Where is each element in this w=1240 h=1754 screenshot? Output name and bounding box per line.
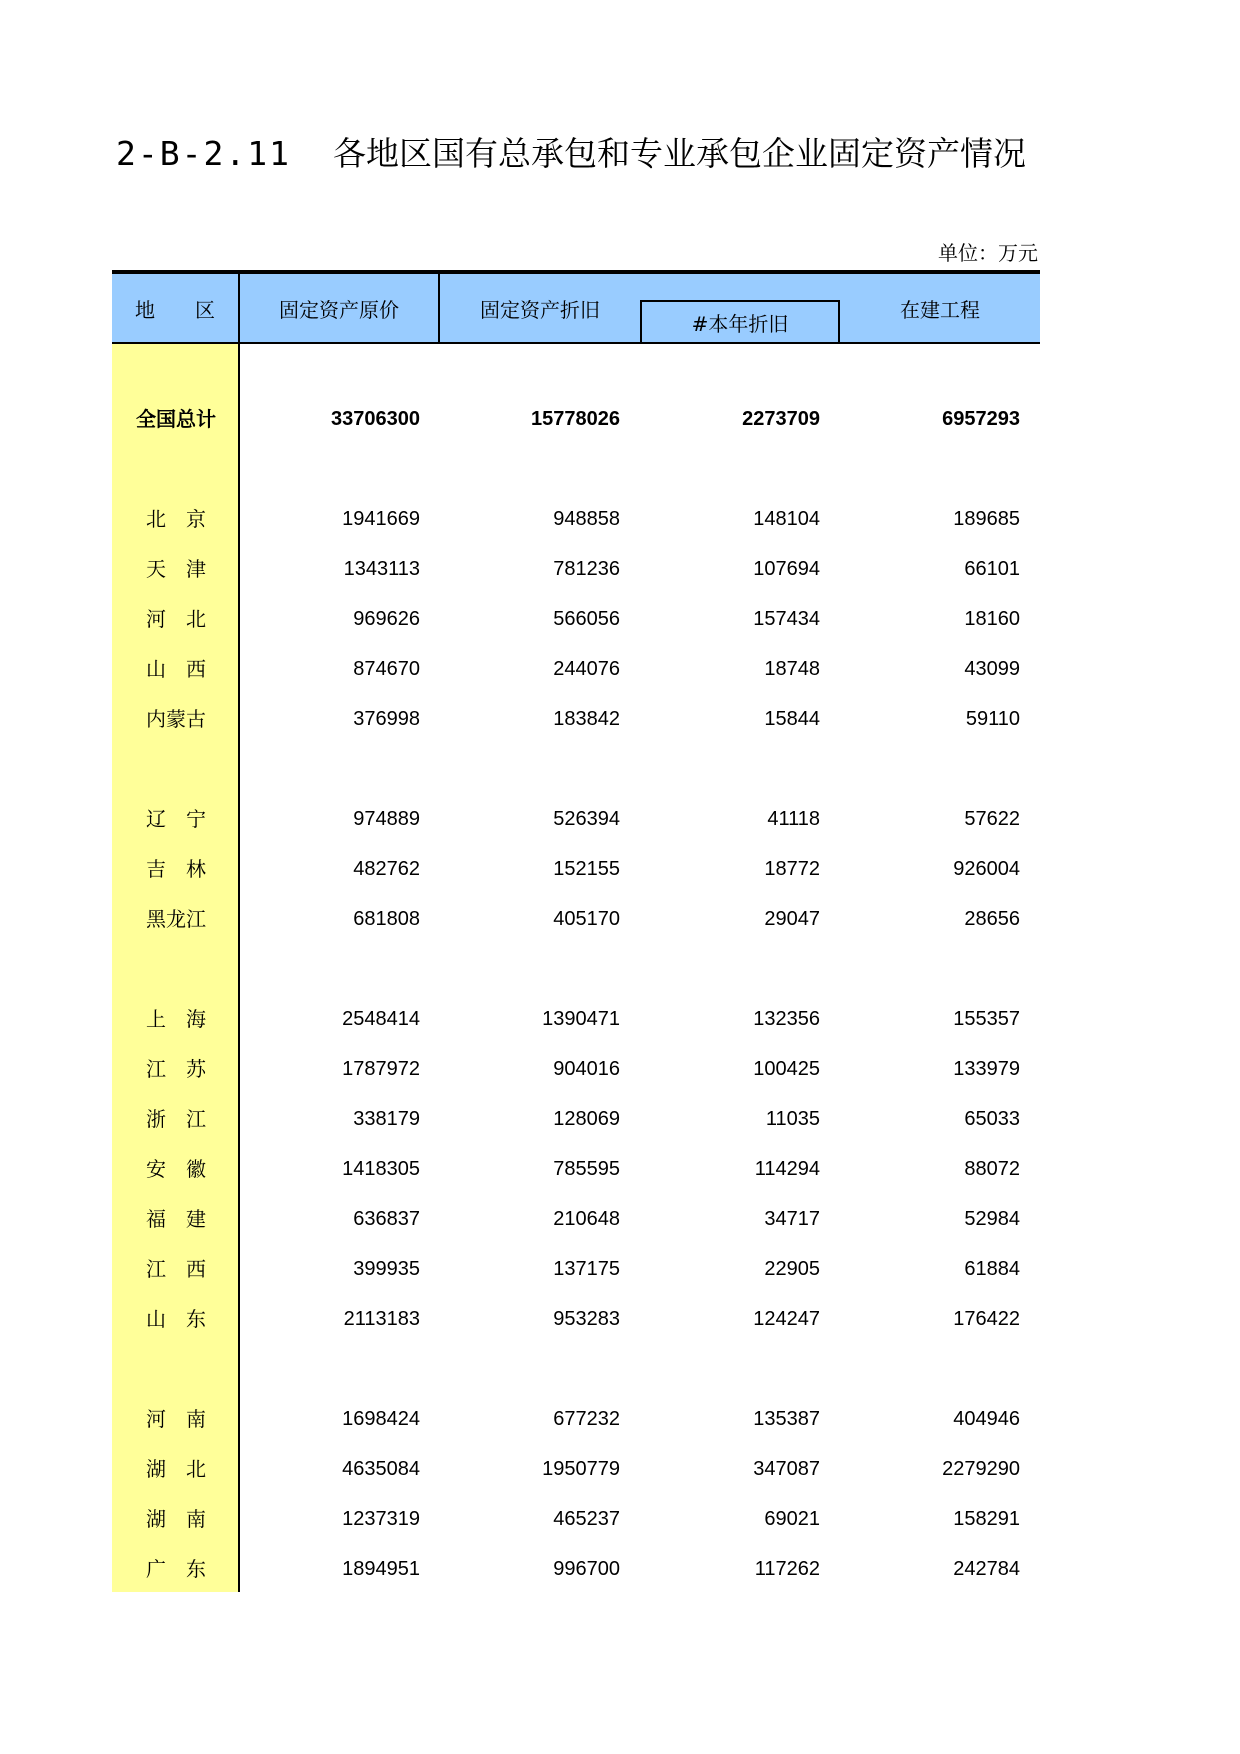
header-construction-in-progress: 在建工程 (900, 297, 980, 322)
row-current-year-depreciation: 100425 (753, 1058, 820, 1080)
total-construction-in-progress: 6957293 (942, 408, 1020, 430)
row-construction-in-progress: 61884 (964, 1258, 1020, 1280)
total-depreciation: 15778026 (531, 408, 620, 430)
row-construction-in-progress: 926004 (953, 858, 1020, 880)
row-region: 广 东 (146, 1557, 206, 1581)
row-construction-in-progress: 155357 (953, 1008, 1020, 1030)
table-row (112, 994, 1040, 1044)
row-current-year-depreciation: 34717 (764, 1208, 820, 1230)
row-construction-in-progress: 52984 (964, 1208, 1020, 1230)
row-current-year-depreciation: 148104 (753, 508, 820, 530)
row-region: 吉 林 (146, 857, 206, 881)
row-construction-in-progress: 158291 (953, 1508, 1020, 1530)
row-current-year-depreciation: 157434 (753, 608, 820, 630)
row-construction-in-progress: 65033 (964, 1108, 1020, 1130)
row-construction-in-progress: 176422 (953, 1308, 1020, 1330)
table-row (112, 1094, 1040, 1144)
table-row (112, 644, 1040, 694)
row-depreciation: 785595 (553, 1158, 620, 1180)
row-original-value: 399935 (353, 1258, 420, 1280)
row-current-year-depreciation: 114294 (754, 1158, 820, 1180)
row-depreciation: 405170 (553, 908, 620, 930)
row-region: 上 海 (146, 1007, 206, 1031)
row-current-year-depreciation: 15844 (764, 708, 820, 730)
row-current-year-depreciation: 135387 (753, 1408, 820, 1430)
header-original-value: 固定资产原价 (240, 274, 440, 342)
row-original-value: 482762 (353, 858, 420, 880)
row-original-value: 1418305 (342, 1158, 420, 1180)
row-region: 福 建 (146, 1207, 206, 1231)
row-region: 北 京 (146, 507, 206, 531)
row-construction-in-progress: 242784 (953, 1558, 1020, 1580)
row-construction-in-progress: 133979 (953, 1058, 1020, 1080)
row-construction-in-progress: 404946 (953, 1408, 1020, 1430)
row-original-value: 1698424 (342, 1408, 420, 1430)
page-title (116, 128, 1026, 175)
table-row (112, 544, 1040, 594)
table-row (112, 844, 1040, 894)
row-depreciation: 465237 (553, 1508, 620, 1530)
unit-label: 单位：万元 (938, 241, 1038, 265)
row-current-year-depreciation: 107694 (753, 558, 820, 580)
row-depreciation: 566056 (553, 608, 620, 630)
row-current-year-depreciation: 117262 (754, 1558, 820, 1580)
row-original-value: 1894951 (342, 1558, 420, 1580)
total-current-year-depreciation: 2273709 (742, 408, 820, 430)
table-row (112, 1044, 1040, 1094)
row-region: 江 苏 (146, 1057, 206, 1081)
row-depreciation: 128069 (553, 1108, 620, 1130)
row-current-year-depreciation: 29047 (764, 908, 820, 930)
row-original-value: 2113183 (343, 1308, 420, 1330)
row-construction-in-progress: 57622 (964, 808, 1020, 830)
row-original-value: 636837 (353, 1208, 420, 1230)
table-row (112, 894, 1040, 944)
row-region: 山 东 (146, 1307, 206, 1331)
row-construction-in-progress: 66101 (964, 558, 1020, 580)
row-depreciation: 1950779 (542, 1458, 620, 1480)
row-depreciation: 183842 (553, 708, 620, 730)
header-depreciation: 固定资产折旧 (480, 297, 600, 322)
total-row (112, 394, 1040, 444)
row-region: 辽 宁 (146, 807, 206, 831)
row-region: 安 徽 (146, 1157, 206, 1181)
row-region: 湖 北 (146, 1457, 206, 1481)
row-depreciation: 948858 (553, 508, 620, 530)
table-row (112, 1494, 1040, 1544)
row-depreciation: 137175 (553, 1258, 620, 1280)
row-region: 江 西 (146, 1257, 206, 1281)
row-depreciation: 152155 (553, 858, 620, 880)
row-original-value: 376998 (353, 708, 420, 730)
row-construction-in-progress: 43099 (964, 658, 1020, 680)
row-depreciation: 526394 (553, 808, 620, 830)
row-original-value: 1941669 (342, 508, 420, 530)
row-current-year-depreciation: 347087 (753, 1458, 820, 1480)
table-row (112, 1544, 1040, 1594)
row-construction-in-progress: 2279290 (942, 1458, 1020, 1480)
table-row (112, 594, 1040, 644)
row-depreciation: 904016 (553, 1058, 620, 1080)
row-current-year-depreciation: 18772 (764, 858, 820, 880)
row-region: 河 南 (146, 1407, 206, 1431)
table-row (112, 694, 1040, 744)
row-depreciation: 210648 (553, 1208, 620, 1230)
table-row (112, 1194, 1040, 1244)
row-region: 山 西 (146, 657, 206, 681)
row-current-year-depreciation: 69021 (764, 1508, 820, 1530)
row-region: 内蒙古 (146, 707, 206, 731)
row-region: 天 津 (146, 557, 206, 581)
row-original-value: 4635084 (342, 1458, 420, 1480)
row-original-value: 974889 (353, 808, 420, 830)
header-current-year-depreciation: #本年折旧 (640, 300, 840, 342)
row-construction-in-progress: 28656 (964, 908, 1020, 930)
row-construction-in-progress: 189685 (953, 508, 1020, 530)
row-region: 浙 江 (146, 1107, 206, 1131)
row-original-value: 2548414 (342, 1008, 420, 1030)
row-construction-in-progress: 18160 (964, 608, 1020, 630)
row-original-value: 338179 (353, 1108, 420, 1130)
row-current-year-depreciation: 22905 (764, 1258, 820, 1280)
total-region: 全国总计 (136, 407, 216, 431)
header-region: 地 区 (112, 274, 240, 342)
row-depreciation: 953283 (553, 1308, 620, 1330)
row-region: 黑龙江 (146, 907, 206, 931)
row-original-value: 1343113 (343, 558, 420, 580)
row-current-year-depreciation: 18748 (764, 658, 820, 680)
row-depreciation: 244076 (553, 658, 620, 680)
table-row (112, 1394, 1040, 1444)
total-original-value: 33706300 (331, 408, 420, 430)
table-row (112, 1244, 1040, 1294)
row-construction-in-progress: 88072 (964, 1158, 1020, 1180)
table-row (112, 1444, 1040, 1494)
row-depreciation: 996700 (553, 1558, 620, 1580)
table-row (112, 794, 1040, 844)
row-original-value: 681808 (353, 908, 420, 930)
row-region: 湖 南 (146, 1507, 206, 1531)
row-region: 河 北 (146, 607, 206, 631)
table-name: 各地区国有总承包和专业承包企业固定资产情况 (332, 134, 1026, 173)
row-depreciation: 677232 (553, 1408, 620, 1430)
row-depreciation: 1390471 (542, 1008, 620, 1030)
row-current-year-depreciation: 11035 (765, 1108, 820, 1130)
row-depreciation: 781236 (553, 558, 620, 580)
row-original-value: 874670 (353, 658, 420, 680)
row-original-value: 969626 (353, 608, 420, 630)
table-row (112, 1294, 1040, 1344)
table-code: 2-B-2.11 (116, 134, 291, 173)
row-construction-in-progress: 59110 (965, 708, 1020, 730)
row-current-year-depreciation: 132356 (753, 1008, 820, 1030)
row-current-year-depreciation: 41118 (767, 808, 820, 830)
table-row (112, 494, 1040, 544)
table-header (112, 270, 1040, 344)
row-original-value: 1787972 (342, 1058, 420, 1080)
row-current-year-depreciation: 124247 (753, 1308, 820, 1330)
table-row (112, 1144, 1040, 1194)
row-original-value: 1237319 (342, 1508, 420, 1530)
